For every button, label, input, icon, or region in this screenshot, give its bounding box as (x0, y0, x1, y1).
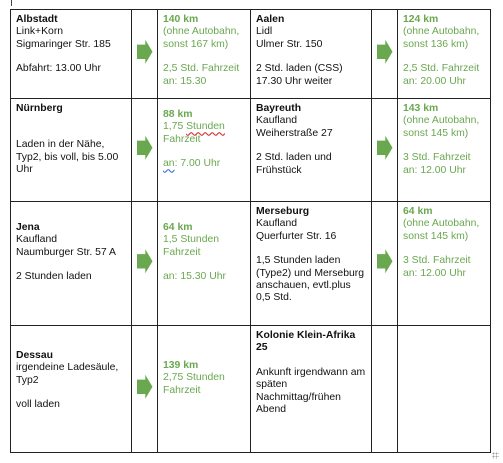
stop-line: Ulmer Str. 150 (256, 38, 323, 50)
stop-cell-nuernberg[interactable] (11, 99, 132, 202)
leg-distance: 88 km (163, 109, 193, 120)
stop-note: Abfahrt: 13.00 Uhr (16, 63, 101, 75)
leg-cell[interactable] (158, 202, 251, 326)
grammar-hint-word[interactable]: an (163, 158, 175, 170)
leg-distance: 64 km (163, 222, 193, 233)
leg-time-unit: Fahrzeit (163, 133, 201, 145)
stop-line: Sigmaringer Str. 185 (16, 38, 111, 50)
arrow-cell (372, 10, 398, 99)
stop-line: Link+Korn (16, 26, 64, 38)
right-arrow-icon (137, 249, 153, 273)
right-arrow-icon (137, 40, 153, 64)
leg-distance: 143 km (403, 103, 439, 114)
spellcheck-word[interactable]: Stunden (186, 121, 225, 133)
stop-cell-merseburg[interactable] (251, 202, 372, 326)
leg-arrival: an: 20.00 Uhr (403, 75, 466, 87)
leg-detail: sonst 145 km) (403, 127, 469, 139)
arrow-cell (372, 202, 398, 326)
stop-line: Weiherstraße 27 (256, 127, 333, 139)
stop-note: 2 Stunden laden (16, 271, 92, 283)
leg-cell[interactable] (158, 10, 251, 99)
arrow-cell (132, 10, 158, 99)
leg-time: 2,75 Stunden Fahrzeit (163, 372, 225, 396)
leg-time: 3 Std. Fahrzeit (403, 152, 471, 164)
stop-note: Ankunft irgendwann am späten Nachmittag/frühen Abend (256, 366, 366, 416)
stop-cell-albstadt[interactable] (11, 10, 132, 99)
leg-cell[interactable] (158, 99, 251, 202)
leg-distance: 124 km (403, 14, 439, 25)
empty-cell[interactable] (372, 326, 398, 453)
arrow-cell (132, 202, 158, 326)
right-arrow-icon (137, 375, 153, 399)
stop-title: Merseburg (256, 206, 310, 217)
empty-cell[interactable] (398, 326, 491, 453)
arrow-cell (372, 99, 398, 202)
leg-detail: (ohne Autobahn, (403, 115, 480, 127)
leg-detail: sonst 145 km) (403, 230, 469, 242)
leg-time: 1,5 Stunden Fahrzeit (163, 234, 220, 258)
arrow-cell (132, 326, 158, 453)
stop-note: 1,5 Stunden laden (Type2) und Merseburg anschauen, evtl.plus 0,5 Std. (256, 255, 365, 304)
table-row (11, 326, 491, 453)
leg-arrival: an: 12.00 Uhr (403, 164, 466, 176)
text-cursor (11, 0, 12, 6)
leg-arrival: an: 15.30 Uhr (163, 271, 226, 283)
stop-note: voll laden (16, 399, 60, 411)
leg-arrival: an: 12.00 Uhr (403, 267, 466, 279)
arrow-cell (132, 99, 158, 202)
stop-note: 2 Std. laden und Frühstück (256, 152, 332, 176)
stop-line: Naumburger Str. 57 A (16, 246, 116, 258)
table-row (11, 99, 491, 202)
resize-grip-icon[interactable] (492, 452, 499, 459)
stop-title: Aalen (256, 14, 285, 25)
stop-line: Kaufland (256, 115, 298, 127)
leg-cell[interactable] (398, 99, 491, 202)
route-table (10, 9, 491, 453)
leg-arrival: an: 15.30 (163, 75, 207, 87)
stop-line: Lidl (256, 26, 273, 38)
leg-distance: 64 km (403, 206, 433, 217)
leg-time: 2,5 Std. Fahrzeit (163, 63, 240, 75)
stop-cell-kolonie[interactable] (251, 326, 372, 453)
stop-line: Querfurter Str. 16 (256, 230, 337, 242)
leg-time: 3 Std. Fahrzeit (403, 255, 471, 267)
stop-title: Dessau (16, 350, 53, 361)
stop-cell-jena[interactable] (11, 202, 132, 326)
leg-detail: sonst 167 km) (163, 38, 229, 50)
leg-detail: (ohne Autobahn, (163, 26, 240, 38)
leg-arrival (163, 158, 245, 170)
leg-detail: (ohne Autobahn, (403, 218, 480, 230)
leg-cell[interactable] (398, 202, 491, 326)
leg-distance: 140 km (163, 14, 199, 25)
leg-distance: 139 km (163, 360, 199, 371)
stop-cell-aalen[interactable] (251, 10, 372, 99)
table-row (11, 202, 491, 326)
stop-note: Laden in der Nähe, Typ2, bis voll, bis 5.00 Uhr (16, 139, 119, 176)
stop-line: Kaufland (256, 218, 298, 230)
leg-cell[interactable] (158, 326, 251, 453)
stop-title: Kolonie Klein-Afrika 25 (256, 330, 356, 354)
stop-title: Bayreuth (256, 103, 302, 114)
right-arrow-icon (377, 136, 393, 160)
leg-arrival-time: : 7.00 Uhr (174, 158, 221, 170)
right-arrow-icon (137, 136, 153, 160)
table-row (11, 10, 491, 99)
leg-time (163, 121, 245, 133)
stop-cell-bayreuth[interactable] (251, 99, 372, 202)
stop-cell-dessau[interactable] (11, 326, 132, 453)
stop-line: irgendeine Ladesäule, Typ2 (16, 362, 119, 386)
leg-cell[interactable] (398, 10, 491, 99)
stop-title: Nürnberg (16, 103, 63, 114)
leg-detail: sonst 136 km) (403, 38, 469, 50)
stop-title: Jena (16, 222, 40, 233)
leg-detail: (ohne Autobahn, (403, 26, 480, 38)
right-arrow-icon (377, 249, 393, 273)
leg-time: 2,5 Std. Fahrzeit (403, 63, 480, 75)
leg-time-value: 1,75 (163, 121, 184, 133)
stop-line: Kaufland (16, 234, 58, 246)
stop-note: 2 Std. laden (CSS) (256, 63, 343, 75)
stop-title: Albstadt (16, 14, 58, 25)
stop-note: 17.30 Uhr weiter (256, 75, 333, 87)
right-arrow-icon (377, 40, 393, 64)
